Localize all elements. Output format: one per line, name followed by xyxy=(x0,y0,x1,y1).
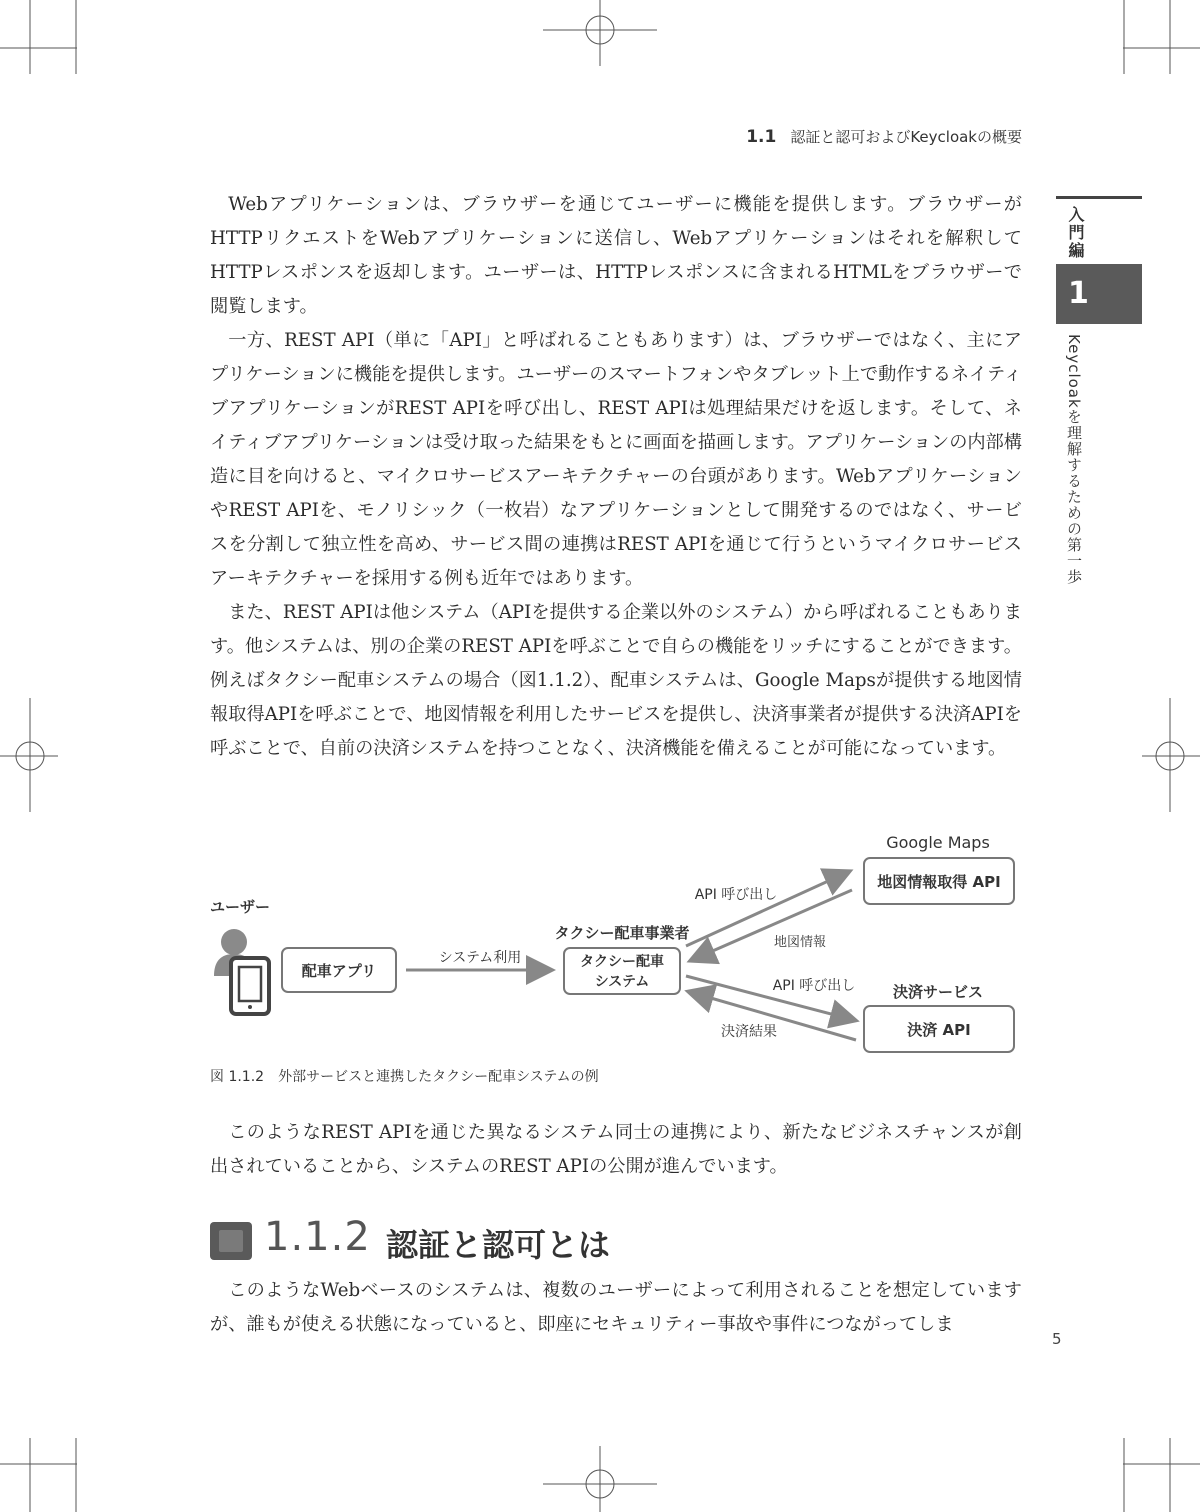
paragraph-web-app: Webアプリケーションは、ブラウザーを通じてユーザーに機能を提供します。ブラウザーがHTTPリクエストをWebアプリケーションに送信し、Webアプリケーションはそれを解釈してHTTPレスポンスを返却します。ユーザーは、HTTPレスポンスに含まれるHTMLをブラウザーで閲覧します。 xyxy=(210,194,1022,317)
figure-caption-text: 外部サービスと連携したタクシー配車システムの例 xyxy=(278,1069,599,1085)
running-head xyxy=(746,126,1022,147)
user-icon xyxy=(214,929,269,1014)
google-maps-label: Google Maps xyxy=(886,833,990,852)
side-tab-part: 入門編 xyxy=(1066,206,1085,260)
taxi-company-label: タクシー配車事業者 xyxy=(554,924,690,942)
payment-result-label: 決済結果 xyxy=(721,1024,777,1040)
body-top xyxy=(210,188,1022,766)
map-api-label: 地図情報取得 API xyxy=(877,873,1001,891)
paragraph-other-systems: また、REST APIは他システム（APIを提供する企業以外のシステム）から呼ばれることもあります。他システムは、別の企業のREST APIを呼ぶことで自らの機能をリッチにすることができます。例えばタクシー配車システムの場合（図1.1.2）、配車システムは、Google Mapsが提供する地図情報取得APIを呼ぶことで、地図情報を利用したサービスを提供し、決済事業者が提供する決済APIを呼ぶことで、自前の決済システムを持つことなく、決済機能を備えることが可能になっています。 xyxy=(210,602,1022,759)
paragraph-api-publication: このようなREST APIを通じた異なるシステム同士の連携により、新たなビジネスチャンスが創出されていることから、システムのREST APIの公開が進んでいます。 xyxy=(210,1122,1022,1177)
api-call-label-1: API 呼び出し xyxy=(694,887,778,903)
taxi-system-diagram xyxy=(200,820,1030,1060)
api-call-label-2: API 呼び出し xyxy=(772,978,856,994)
figure-caption xyxy=(210,1066,599,1086)
section-number: 1.1.2 xyxy=(264,1214,371,1260)
taxi-system-line2: システム xyxy=(594,974,650,990)
app-box-label: 配車アプリ xyxy=(301,962,377,980)
section-title: 認証と認可とは xyxy=(386,1226,611,1264)
payment-service-label: 決済サービス xyxy=(892,983,984,1001)
side-tab-chapter-title: Keycloakを理解するための第一歩 xyxy=(1065,334,1083,585)
side-tab-rule xyxy=(1056,196,1142,199)
paragraph-web-based-systems: このようなWebベースのシステムは、複数のユーザーによって利用されることを想定していますが、誰もが使える状態になっていると、即座にセキュリティー事故や事件につながってしま xyxy=(210,1280,1022,1335)
system-use-label: システム利用 xyxy=(438,950,522,966)
chapter-number: 1 xyxy=(1068,276,1089,311)
running-head-number: 1.1 xyxy=(746,127,777,147)
body-middle xyxy=(210,1116,1022,1184)
map-info-label: 地図情報 xyxy=(773,935,827,950)
figure-number: 図 1.1.2 xyxy=(210,1069,265,1085)
running-head-title: 認証と認可およびKeycloakの概要 xyxy=(790,128,1022,146)
body-bottom xyxy=(210,1274,1022,1342)
taxi-system-line1: タクシー配車 xyxy=(580,954,664,970)
chapter-tab xyxy=(1056,264,1142,324)
paragraph-rest-api: 一方、REST API（単に「API」と呼ばれることもあります）は、ブラウザーではなく、主にアプリケーションに機能を提供します。ユーザーのスマートフォンやタブレット上で動作するネイティブアプリケーションがREST APIを呼び出し、REST APIは処理結果だけを返します。そして、ネイティブアプリケーションは受け取った結果をもとに画面を描画します。アプリケーションの内部構造に目を向けると、マイクロサービスアーキテクチャーの台頭があります。WebアプリケーションやREST APIを、モノリシック（一枚岩）なアプリケーションとして開発するのではなく、サービスを分割して独立性を高め、サービス間の連携はREST APIを通じて行うというマイクロサービスアーキテクチャーを採用する例も近年ではあります。 xyxy=(210,330,1022,589)
user-label: ユーザー xyxy=(210,898,271,916)
payment-api-label: 決済 API xyxy=(907,1021,971,1039)
section-heading-icon xyxy=(210,1222,252,1260)
page-number: 5 xyxy=(1052,1330,1062,1348)
